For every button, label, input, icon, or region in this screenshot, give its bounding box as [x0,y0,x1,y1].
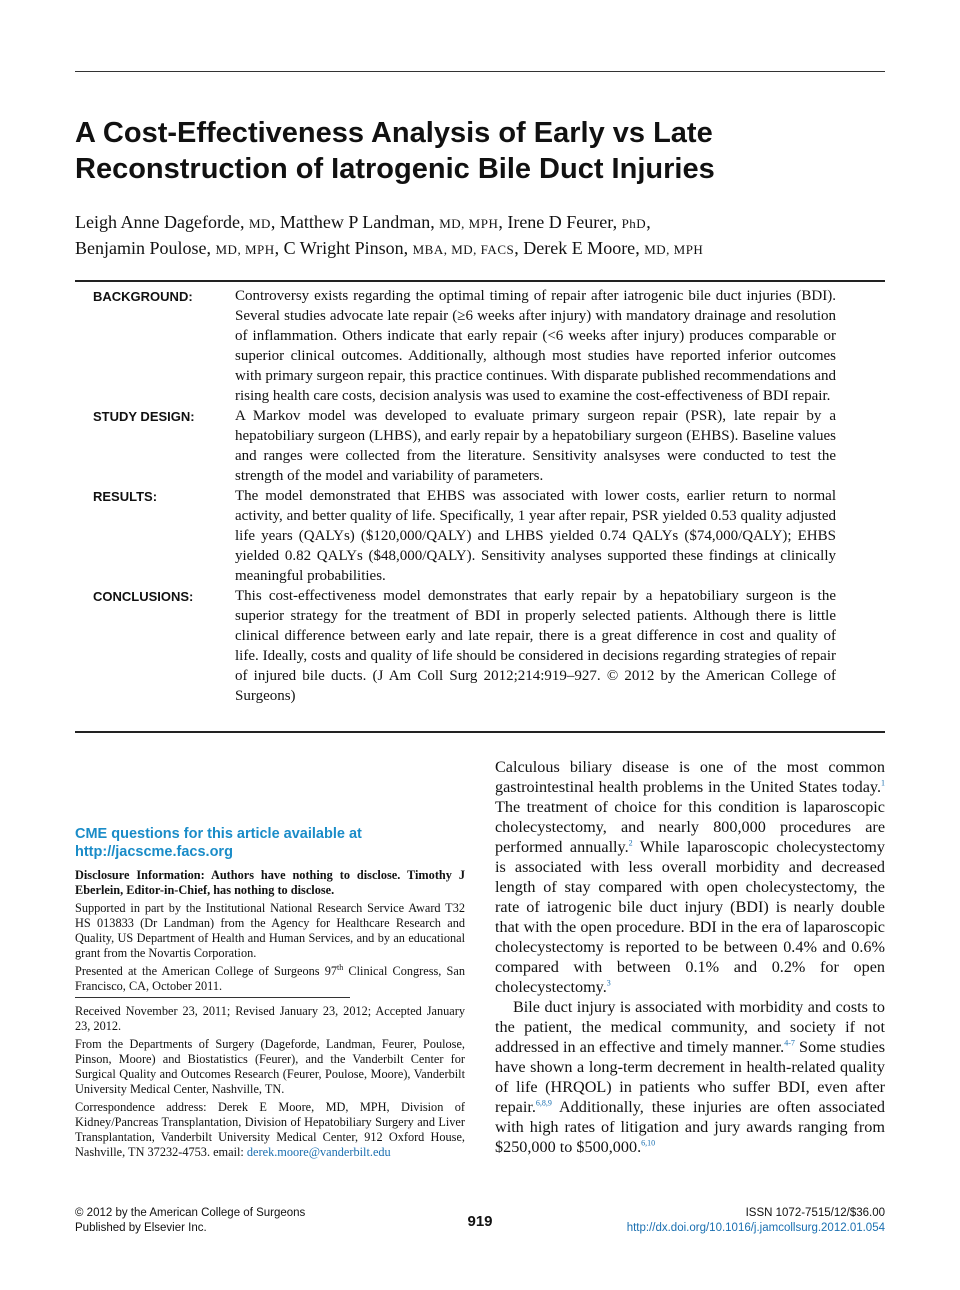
cme-notice [75,825,470,861]
abstract-top-rule [75,280,885,282]
doi-link[interactable]: http://dx.doi.org/10.1016/j.jamcollsurg.2012.01.054 [626,1222,885,1234]
body-paragraph-1: Calculous biliary disease is one of the most common gastrointestinal health problems in the United States today.$^1$ The treatment of choice for this condition is laparoscopic cholecystectomy, and nearly 800,000 procedures are performed annually.$^2$ While laparoscopic cholecystectomy is associated with less overall morbidity and decreased length of stay compared with open cholecystectomy, the rate of iatrogenic bile duct injury (BDI) is nearly double that with the open procedure. BDI in the era of laparoscopic cholecystectomy is reported to be between 0.4% and 0.6% compared with between 0.1% and 0.2% for open cholecystectomy.$^3$ [495,758,885,996]
results-label: RESULTS: [93,489,158,504]
author-degrees: PhD [621,216,647,231]
abstract-results [75,486,885,586]
title-line-2: Reconstruction of Iatrogenic Bile Duct Injuries [75,153,715,185]
presented-note: Presented at the American College of Surgeons 97th Clinical Congress, San Francisco, CA, October 2011. [75,962,465,993]
received-note: Received November 23, 2011; Revised January 23, 2012; Accepted January 23, 2012. [75,1004,465,1033]
conclusions-text: This cost-effectiveness model demonstrates that early repair by a hepatobiliary surgeon is the superior strategy for the treatment of BDI in properly selected patients. Although there is little clinical difference between early and late repair, there is a great difference in cost and quality of life. Ideally, costs and quality of life should be considered in decisions regarding strategies of repair of injured bile ducts. (J Am Coll Surg 2012;214:919–927. © 2012 by the American College of Surgeons) [235,588,836,704]
ref-link[interactable]: 6,10 [641,1138,656,1148]
author-line-1: Leigh Anne Dageforde, MD, Matthew P Landman, MD, MPH, Irene D Feurer, PhD, [75,212,651,232]
ref-link[interactable]: 4-7 [784,1038,795,1048]
cme-text: CME questions for this article available at [75,826,362,842]
ref-link[interactable]: 6,8,9 [535,1098,552,1108]
author-name: Benjamin Poulose [75,238,207,258]
correspondence-note: Correspondence address: Derek E Moore, MD, MPH, Division of Kidney/Pancreas Transplantation, Division of Hepatobiliary Surgery and Liver Transplantation, Vanderbilt University Medical Center, 912 Oxford House, Nashville, TN 37232-4753. email: derek.moore@vanderbilt.edu [75,1100,465,1159]
departments-note: From the Departments of Surgery (Dageforde, Landman, Feurer, Poulose, Pinson, Moore) and Biostatistics (Feurer), and the Vanderbilt Center for Surgical Quality and Outcomes Research (Feurer, Poulose, Moore), Vanderbilt University Medical Center, Nashville, TN. [75,1037,465,1096]
background-label: BACKGROUND: [93,289,193,304]
body-text [495,757,885,1157]
conclusions-label: CONCLUSIONS: [93,589,194,604]
body-paragraph-2: Bile duct injury is associated with morbidity and costs to the patient, the medical community, and society if not addressed in an effective and timely manner.$^{4-7}$ Some studies have shown a long-term decrement in health-related quality of life (HRQOL) in patients who suffer BDI, even after repair.$^{6,8,9}$ Additionally, these injuries are often associated with high rates of litigation and jury awards ranging from $250,000 to $500,000.$^{6,10}$ [495,998,886,1156]
author-line-2: Benjamin Poulose, MD, MPH, C Wright Pinson, MBA, MD, FACS, Derek E Moore, MD, MPH [75,238,704,258]
abstract [75,286,885,706]
author-degrees: MD, MPH [644,242,704,257]
author-name: Derek E Moore [523,238,636,258]
background-text: Controversy exists regarding the optimal timing of repair after iatrogenic bile duct injuries (BDI). Several studies advocate late repair (≥6 weeks after injury) with mandatory drainage and resolution of inflammation. Others indicate that early repair (<6 weeks after injury) produces comparable or superior clinical outcomes. Additionally, although most studies have reported inferior outcomes with primary surgeon repair, this practice continues. With disparate published recommendations and rising health care costs, decision analysis was used to examine the cost-effectiveness of BDI repair. [235,288,836,404]
abstract-conclusions [75,586,885,706]
author-name: Irene D Feurer [507,212,613,232]
ref-link[interactable]: 2 [628,838,633,848]
study-design-label: STUDY DESIGN: [93,409,195,424]
results-text: The model demonstrated that EHBS was associated with lower costs, earlier return to normal activity, and better quality of life. Specifically, 1 year after repair, PSR yielded 0.53 quality adjusted life years (QALYs) ($120,000/QALY) and LHBS yielded 0.74 QALYs ($74,000/QALY); EHBS yielded 0.82 QALYs ($48,000/QALY). Sensitivity analyses supported these findings at clinically meaningful probabilities. [235,488,836,584]
publisher: Published by Elsevier Inc. [75,1222,207,1234]
page-number: 919 [467,1213,493,1230]
abstract-background [75,286,885,406]
author-degrees: MD, MPH [439,216,499,231]
cme-link[interactable]: http://jacscme.facs.org [75,844,233,860]
ref-link[interactable]: 1 [881,778,885,788]
copyright: © 2012 by the American College of Surgeons [75,1207,306,1219]
author-degrees: MBA, MD, FACS [412,242,515,257]
study-design-text: A Markov model was developed to evaluate primary surgeon repair (PSR), late repair by a hepatobiliary surgeon (LHBS), and early repair by a hepatobiliary surgeon (EHBS). Baseline values and ranges were collected from the literature. Sensitivity analsyses were conducted to test the strength of the model and variability of parameters. [235,408,836,484]
article-title [75,115,875,187]
author-name: Matthew P Landman [279,212,431,232]
author-list [75,210,885,262]
abstract-bottom-rule [75,731,885,733]
support-note: Supported in part by the Institutional National Research Service Award T32 HS 013833 (Dr Landman) from the Agency for Healthcare Research and Quality, US Department of Health and Human Services, and by an educational grant from the Novartis Corporation. [75,901,465,960]
title-line-1: A Cost-Effectiveness Analysis of Early vs Late [75,117,713,149]
email-link[interactable]: derek.moore@vanderbilt.edu [246,1145,391,1159]
ref-link[interactable]: 3 [606,978,611,988]
author-degrees: MD, MPH [215,242,275,257]
issn: ISSN 1072-7515/12/$36.00 [745,1207,885,1219]
notes-divider [75,997,350,998]
author-name: C Wright Pinson [283,238,404,258]
top-rule [75,71,885,72]
author-degrees: MD [248,216,271,231]
abstract-study-design [75,406,885,486]
disclosure-note: Disclosure Information: Authors have nothing to disclose. Timothy J Eberlein, Editor-in-Chief, has nothing to disclose. [75,868,465,897]
article-notes [75,868,465,1163]
author-name: Leigh Anne Dageforde [75,212,240,232]
